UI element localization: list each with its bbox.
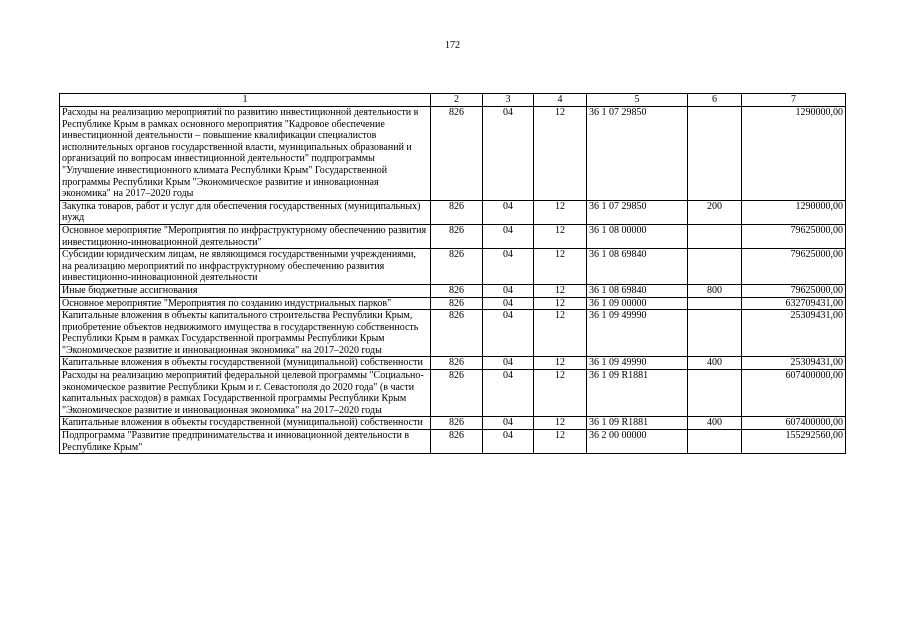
header-cell: 2: [431, 94, 483, 107]
header-cell: 3: [483, 94, 534, 107]
ministry-code-cell: 826: [431, 107, 483, 201]
section-code-cell: 04: [483, 370, 534, 417]
ministry-code-cell: 826: [431, 430, 483, 454]
header-cell: 7: [742, 94, 846, 107]
table-row: [60, 224, 846, 248]
target-article-cell: 36 1 08 69840: [587, 249, 688, 285]
item-name-cell: Расходы на реализацию мероприятий по развитию инвестиционной деятельности в Республике Крым в рамках основного мероприятия "Кадровое обеспечение инвестиционной деятельности – повышение квалификации специалистов исполнительных органов государственной власти, муниципальных образований и организаций по вопросам инвестиционной деятельности" подпрограммы "Улучшение инвестиционного климата Республики Крым" Государственной программы Республики Крым "Экономическое развитие и инновационная экономика" на 2017–2020 годы: [60, 107, 431, 201]
amount-cell: 1290000,00: [742, 200, 846, 224]
target-article-cell: 36 1 09 49990: [587, 357, 688, 370]
table-row: [60, 284, 846, 297]
subsection-code-cell: 12: [534, 107, 587, 201]
section-code-cell: 04: [483, 224, 534, 248]
ministry-code-cell: 826: [431, 200, 483, 224]
item-name-cell: Капитальные вложения в объекты государственной (муниципальной) собственности: [60, 417, 431, 430]
item-name-cell: Основное мероприятие "Мероприятия по созданию индустриальных парков": [60, 297, 431, 310]
expense-type-cell: [688, 430, 742, 454]
item-name-cell: Подпрограмма "Развитие предпринимательства и инновационной деятельности в Республике Крым": [60, 430, 431, 454]
expense-type-cell: [688, 107, 742, 201]
expense-type-cell: [688, 310, 742, 357]
table-row: [60, 430, 846, 454]
subsection-code-cell: 12: [534, 224, 587, 248]
subsection-code-cell: 12: [534, 284, 587, 297]
amount-cell: 25309431,00: [742, 357, 846, 370]
expense-type-cell: [688, 249, 742, 285]
table-row: [60, 370, 846, 417]
item-name-cell: Иные бюджетные ассигнования: [60, 284, 431, 297]
ministry-code-cell: 826: [431, 370, 483, 417]
section-code-cell: 04: [483, 249, 534, 285]
ministry-code-cell: 826: [431, 310, 483, 357]
amount-cell: 79625000,00: [742, 249, 846, 285]
amount-cell: 25309431,00: [742, 310, 846, 357]
table-row: [60, 297, 846, 310]
section-code-cell: 04: [483, 284, 534, 297]
amount-cell: 155292560,00: [742, 430, 846, 454]
item-name-cell: Основное мероприятие "Мероприятия по инфраструктурному обеспечению развития инвестиционно-инновационной деятельности": [60, 224, 431, 248]
expense-type-cell: [688, 224, 742, 248]
header-cell: 1: [60, 94, 431, 107]
subsection-code-cell: 12: [534, 357, 587, 370]
ministry-code-cell: 826: [431, 284, 483, 297]
table-header-row: [60, 94, 846, 107]
table-row: [60, 310, 846, 357]
target-article-cell: 36 1 07 29850: [587, 200, 688, 224]
section-code-cell: 04: [483, 430, 534, 454]
target-article-cell: 36 1 09 00000: [587, 297, 688, 310]
target-article-cell: 36 1 08 00000: [587, 224, 688, 248]
subsection-code-cell: 12: [534, 430, 587, 454]
subsection-code-cell: 12: [534, 370, 587, 417]
ministry-code-cell: 826: [431, 297, 483, 310]
item-name-cell: Субсидии юридическим лицам, не являющимся государственными учреждениями, на реализацию мероприятий по инфраструктурному обеспечению развития инвестиционно-инновационной деятельности: [60, 249, 431, 285]
amount-cell: 607400000,00: [742, 417, 846, 430]
ministry-code-cell: 826: [431, 224, 483, 248]
amount-cell: 79625000,00: [742, 284, 846, 297]
table-row: [60, 417, 846, 430]
header-cell: 5: [587, 94, 688, 107]
section-code-cell: 04: [483, 357, 534, 370]
amount-cell: 79625000,00: [742, 224, 846, 248]
subsection-code-cell: 12: [534, 310, 587, 357]
subsection-code-cell: 12: [534, 297, 587, 310]
expense-type-cell: 800: [688, 284, 742, 297]
section-code-cell: 04: [483, 417, 534, 430]
table-row: [60, 200, 846, 224]
target-article-cell: 36 1 09 R1881: [587, 370, 688, 417]
table-row: [60, 357, 846, 370]
target-article-cell: 36 2 00 00000: [587, 430, 688, 454]
header-cell: 4: [534, 94, 587, 107]
subsection-code-cell: 12: [534, 200, 587, 224]
expense-type-cell: [688, 297, 742, 310]
item-name-cell: Капитальные вложения в объекты капитального строительства Республики Крым, приобретение объектов недвижимого имущества в государственную собственность Республики Крым в рамках Государственной программы Республики Крым "Экономическое развитие и инновационная экономика" на 2017–2020 годы: [60, 310, 431, 357]
section-code-cell: 04: [483, 310, 534, 357]
amount-cell: 607400000,00: [742, 370, 846, 417]
budget-table: [59, 93, 846, 454]
ministry-code-cell: 826: [431, 249, 483, 285]
expense-type-cell: 200: [688, 200, 742, 224]
amount-cell: 632709431,00: [742, 297, 846, 310]
table-row: [60, 249, 846, 285]
expense-type-cell: 400: [688, 417, 742, 430]
target-article-cell: 36 1 09 R1881: [587, 417, 688, 430]
subsection-code-cell: 12: [534, 417, 587, 430]
header-cell: 6: [688, 94, 742, 107]
table-row: [60, 107, 846, 201]
ministry-code-cell: 826: [431, 417, 483, 430]
target-article-cell: 36 1 07 29850: [587, 107, 688, 201]
section-code-cell: 04: [483, 200, 534, 224]
expense-type-cell: [688, 370, 742, 417]
item-name-cell: Капитальные вложения в объекты государственной (муниципальной) собственности: [60, 357, 431, 370]
target-article-cell: 36 1 09 49990: [587, 310, 688, 357]
target-article-cell: 36 1 08 69840: [587, 284, 688, 297]
item-name-cell: Закупка товаров, работ и услуг для обеспечения государственных (муниципальных) нужд: [60, 200, 431, 224]
page-number: 172: [445, 40, 460, 51]
item-name-cell: Расходы на реализацию мероприятий федеральной целевой программы "Социально-экономическое развитие Республики Крым и г. Севастополя до 2020 года" (в части капитальных расходов) в рамках Государственной программы Республики Крым "Экономическое развитие и инновационная экономика" на 2017–2020 годы: [60, 370, 431, 417]
subsection-code-cell: 12: [534, 249, 587, 285]
ministry-code-cell: 826: [431, 357, 483, 370]
section-code-cell: 04: [483, 297, 534, 310]
section-code-cell: 04: [483, 107, 534, 201]
amount-cell: 1290000,00: [742, 107, 846, 201]
expense-type-cell: 400: [688, 357, 742, 370]
